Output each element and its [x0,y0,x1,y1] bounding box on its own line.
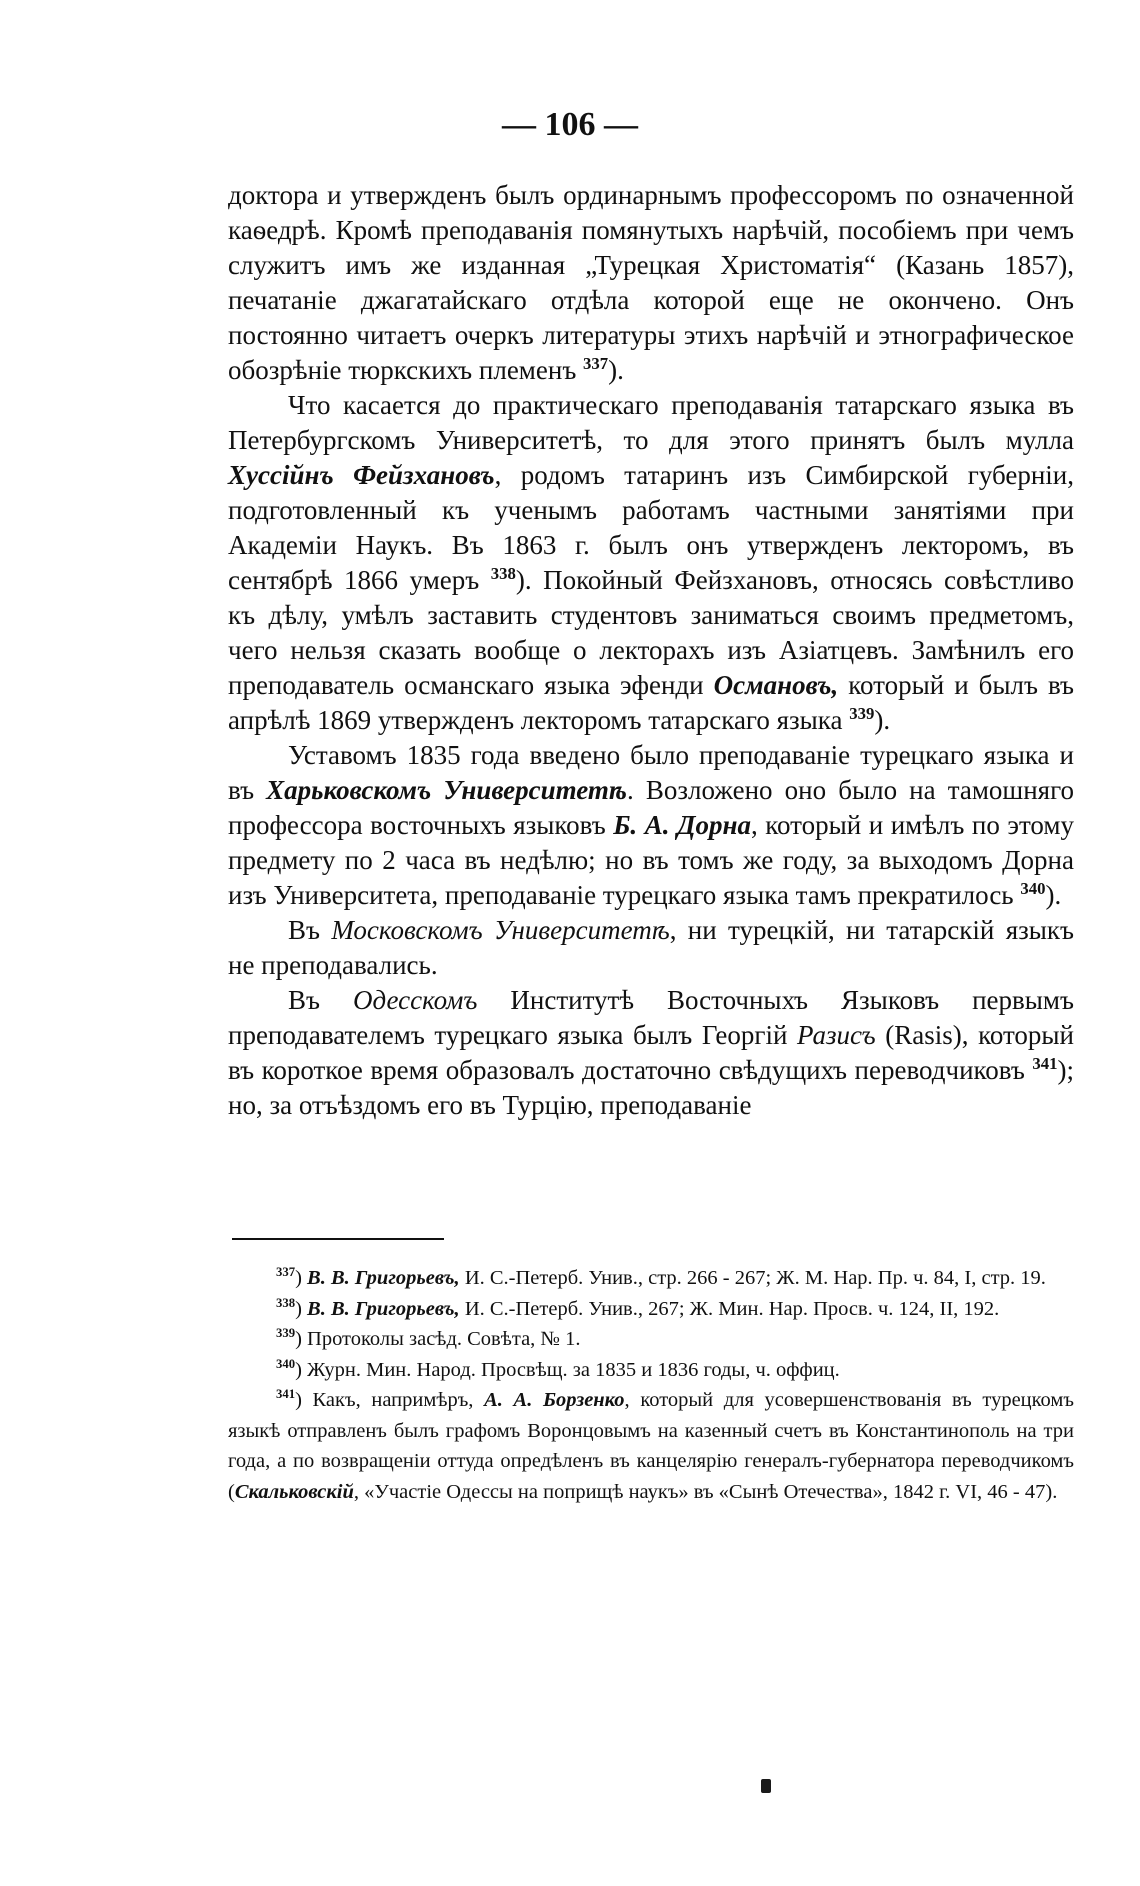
footnote-ref-337[interactable]: 337 [583,354,609,373]
paragraph-2-text-d: который и былъ въ апрѣлѣ 1869 утвержденъ лекторомъ татарскаго языка [228,670,1074,735]
footnote-number-339: 339 [276,1326,296,1341]
place-moscow-university: Московскомъ Университетѣ [331,915,670,945]
footnote-341-source: Скальковскій [234,1480,354,1503]
paragraph-5-text-a: Въ [288,985,353,1015]
footnote-339: $^{339}$) Протоколы засѣд. Совѣта, № 1. [276,1326,581,1350]
place-odessa: Одесскомъ [352,985,478,1015]
footnote-separator [232,1238,444,1240]
footnote-340: $^{340}$) Журн. Мин. Народ. Просвѣщ. за 1835 и 1836 годы, ч. оффиц. [276,1356,840,1381]
print-mark [761,1779,771,1793]
footnote-341: $^{341}$) Какъ, напримѣръ, А. А. Борзенко, который для усовершенствованія въ турецкомъ языкѣ отправленъ былъ графомъ Воронцовымъ на казенный счетъ въ Константинополь на три года, а по возвращеніи оттуда опредѣленъ въ канцелярію генералъ-губернатора переводчикомъ (Скальковскій, «Участіе Одессы на поприщѣ наукъ» въ «Сынѣ Отечества», 1842 г. VI, 46 - 47). [228,1387,1074,1503]
footnote-number-337: 337 [276,1265,296,1280]
footnote-337-author: В. В. Григорьевъ, [307,1267,460,1289]
paragraph-4-text-a: Въ [288,915,332,945]
paragraph-1-end: ). [608,355,624,385]
footnote-341-text-c: , «Участіе Одессы на поприщѣ наукъ» въ «Сынѣ Отечества», 1842 г. VI, 46 - 47). [353,1480,1058,1503]
paragraph-3-text-a: Уставомъ 1835 года введено было преподаваніе турецкаго языка и въ [228,740,1074,805]
footnote-338: $^{338}$) В. В. Григорьевъ, И. С.-Петерб. Унив., 267; Ж. Мин. Нар. Просв. ч. 124, II, 192. [276,1295,1000,1320]
name-dorn: Б. А. Дорна [613,810,751,840]
footnote-number-340: 340 [276,1356,296,1371]
paragraph-3 [228,738,1074,913]
footnote-ref-338[interactable]: 338 [490,564,516,583]
place-kharkov-university: Харьковскомъ Университетѣ [266,775,627,805]
paragraph-5-text-b: Институтѣ Восточныхъ Языковъ первымъ преподавателемъ турецкаго языка былъ Георгій [228,985,1074,1050]
footnote-341-text-b: , который для усовершенствованія въ турецкомъ языкѣ отправленъ былъ графомъ Воронцовымъ на казенный счетъ въ Константинополь на три года, а по возвращеніи оттуда опредѣленъ въ канцелярію генералъ-губернатора переводчикомъ ( [228,1389,1074,1503]
paragraph-1 [228,178,1074,388]
paragraph-1-text: доктора и утвержденъ былъ ординарнымъ профессоромъ по означенной каѳедрѣ. Кромѣ преподаванія помянутыхъ нарѣчій, пособіемъ при чемъ служитъ имъ же изданная „Турецкая Христоматія“ (Казань 1857), печатаніе джагатайскаго отдѣла которой еще не окончено. Онъ постоянно читаетъ очеркъ литературы этихъ нарѣчій и этнографическое обозрѣніе тюркскихъ племенъ [228,180,1074,385]
paragraph-2-text-b: , родомъ татаринъ изъ Симбирской губерніи, подготовленный къ ученымъ работамъ частными занятіями при Академіи Наукъ. Въ 1863 г. былъ онъ утвержденъ лекторомъ, въ сентябрѣ 1866 умеръ [228,460,1074,595]
footnote-338-text: И. С.-Петерб. Унив., 267; Ж. Мин. Нар. Просв. ч. 124, II, 192. [459,1297,1000,1320]
paragraph-2-text-a: Что касается до практическаго преподаванія татарскаго языка въ Петербургскомъ Университетѣ, то для этого принятъ былъ мулла [228,390,1074,455]
name-razis: Разисъ [797,1020,876,1050]
footnote-number-338: 338 [276,1295,296,1310]
main-text [228,178,1074,1123]
paragraph-5-text-d: ); но, за отъѣздомъ его въ Турцію, преподаваніе [228,1055,1074,1120]
paragraph-4-text-b: , ни турецкій, ни татарскій языкъ не преподавались. [228,915,1074,980]
footnote-ref-341[interactable]: 341 [1032,1054,1058,1073]
page-number: — 106 — [502,106,638,143]
paragraph-2-text-c: ). Покойный Фейзхановъ, относясь совѣстливо къ дѣлу, умѣлъ заставить студентовъ заниматься своимъ предметомъ, чего нельзя сказать вообще о лекторахъ изъ Азіатцевъ. Замѣнилъ его преподаватель османскаго языка эфенди [228,565,1074,700]
paragraph-3-text-b: . Возложено оно было на тамошняго профессора восточныхъ языковъ [228,775,1074,840]
footnote-341-text-a: Какъ, напримѣръ, [301,1389,485,1411]
paragraph-5-text-c: (Rasis), который въ короткое время образовалъ достаточно свѣдущихъ переводчиковъ [228,1020,1074,1085]
paragraph-3-text-c: , который и имѣлъ по этому предмету по 2 часа въ недѣлю; но въ томъ же году, за выходомъ Дорна изъ Университета, преподаваніе турецкаго языка тамъ прекратилось [228,810,1074,910]
footnote-ref-339[interactable]: 339 [849,704,875,723]
footnote-338-author: В. В. Григорьевъ, [307,1297,460,1320]
footnote-ref-340[interactable]: 340 [1020,879,1046,898]
footnote-337-text: И. С.-Петерб. Унив., стр. 266 - 267; Ж. М. Нар. Пр. ч. 84, I, стр. 19. [459,1267,1046,1289]
name-osmanov: Османовъ, [713,670,839,700]
paragraph-2 [228,388,1074,738]
footnote-341-person: А. А. Борзенко [484,1389,625,1411]
paragraph-3-text-d: ). [1045,880,1062,910]
paragraph-5 [228,983,1074,1123]
paragraph-2-text-e: ). [874,705,891,735]
footnote-number-341: 341 [276,1387,296,1402]
name-feizkhanov: Хуссійнъ Фейзхановъ [228,460,495,490]
footnote-340-text: Журн. Мин. Народ. Просвѣщ. за 1835 и 1836 годы, ч. оффиц. [301,1358,840,1381]
footnotes [228,1263,1074,1507]
paragraph-4 [228,913,1074,983]
footnote-339-text: Протоколы засѣд. Совѣта, № 1. [301,1328,581,1350]
footnote-337: $^{337}$) В. В. Григорьевъ, И. С.-Петерб. Унив., стр. 266 - 267; Ж. М. Нар. Пр. ч. 84, I, стр. 19. [276,1265,1046,1289]
